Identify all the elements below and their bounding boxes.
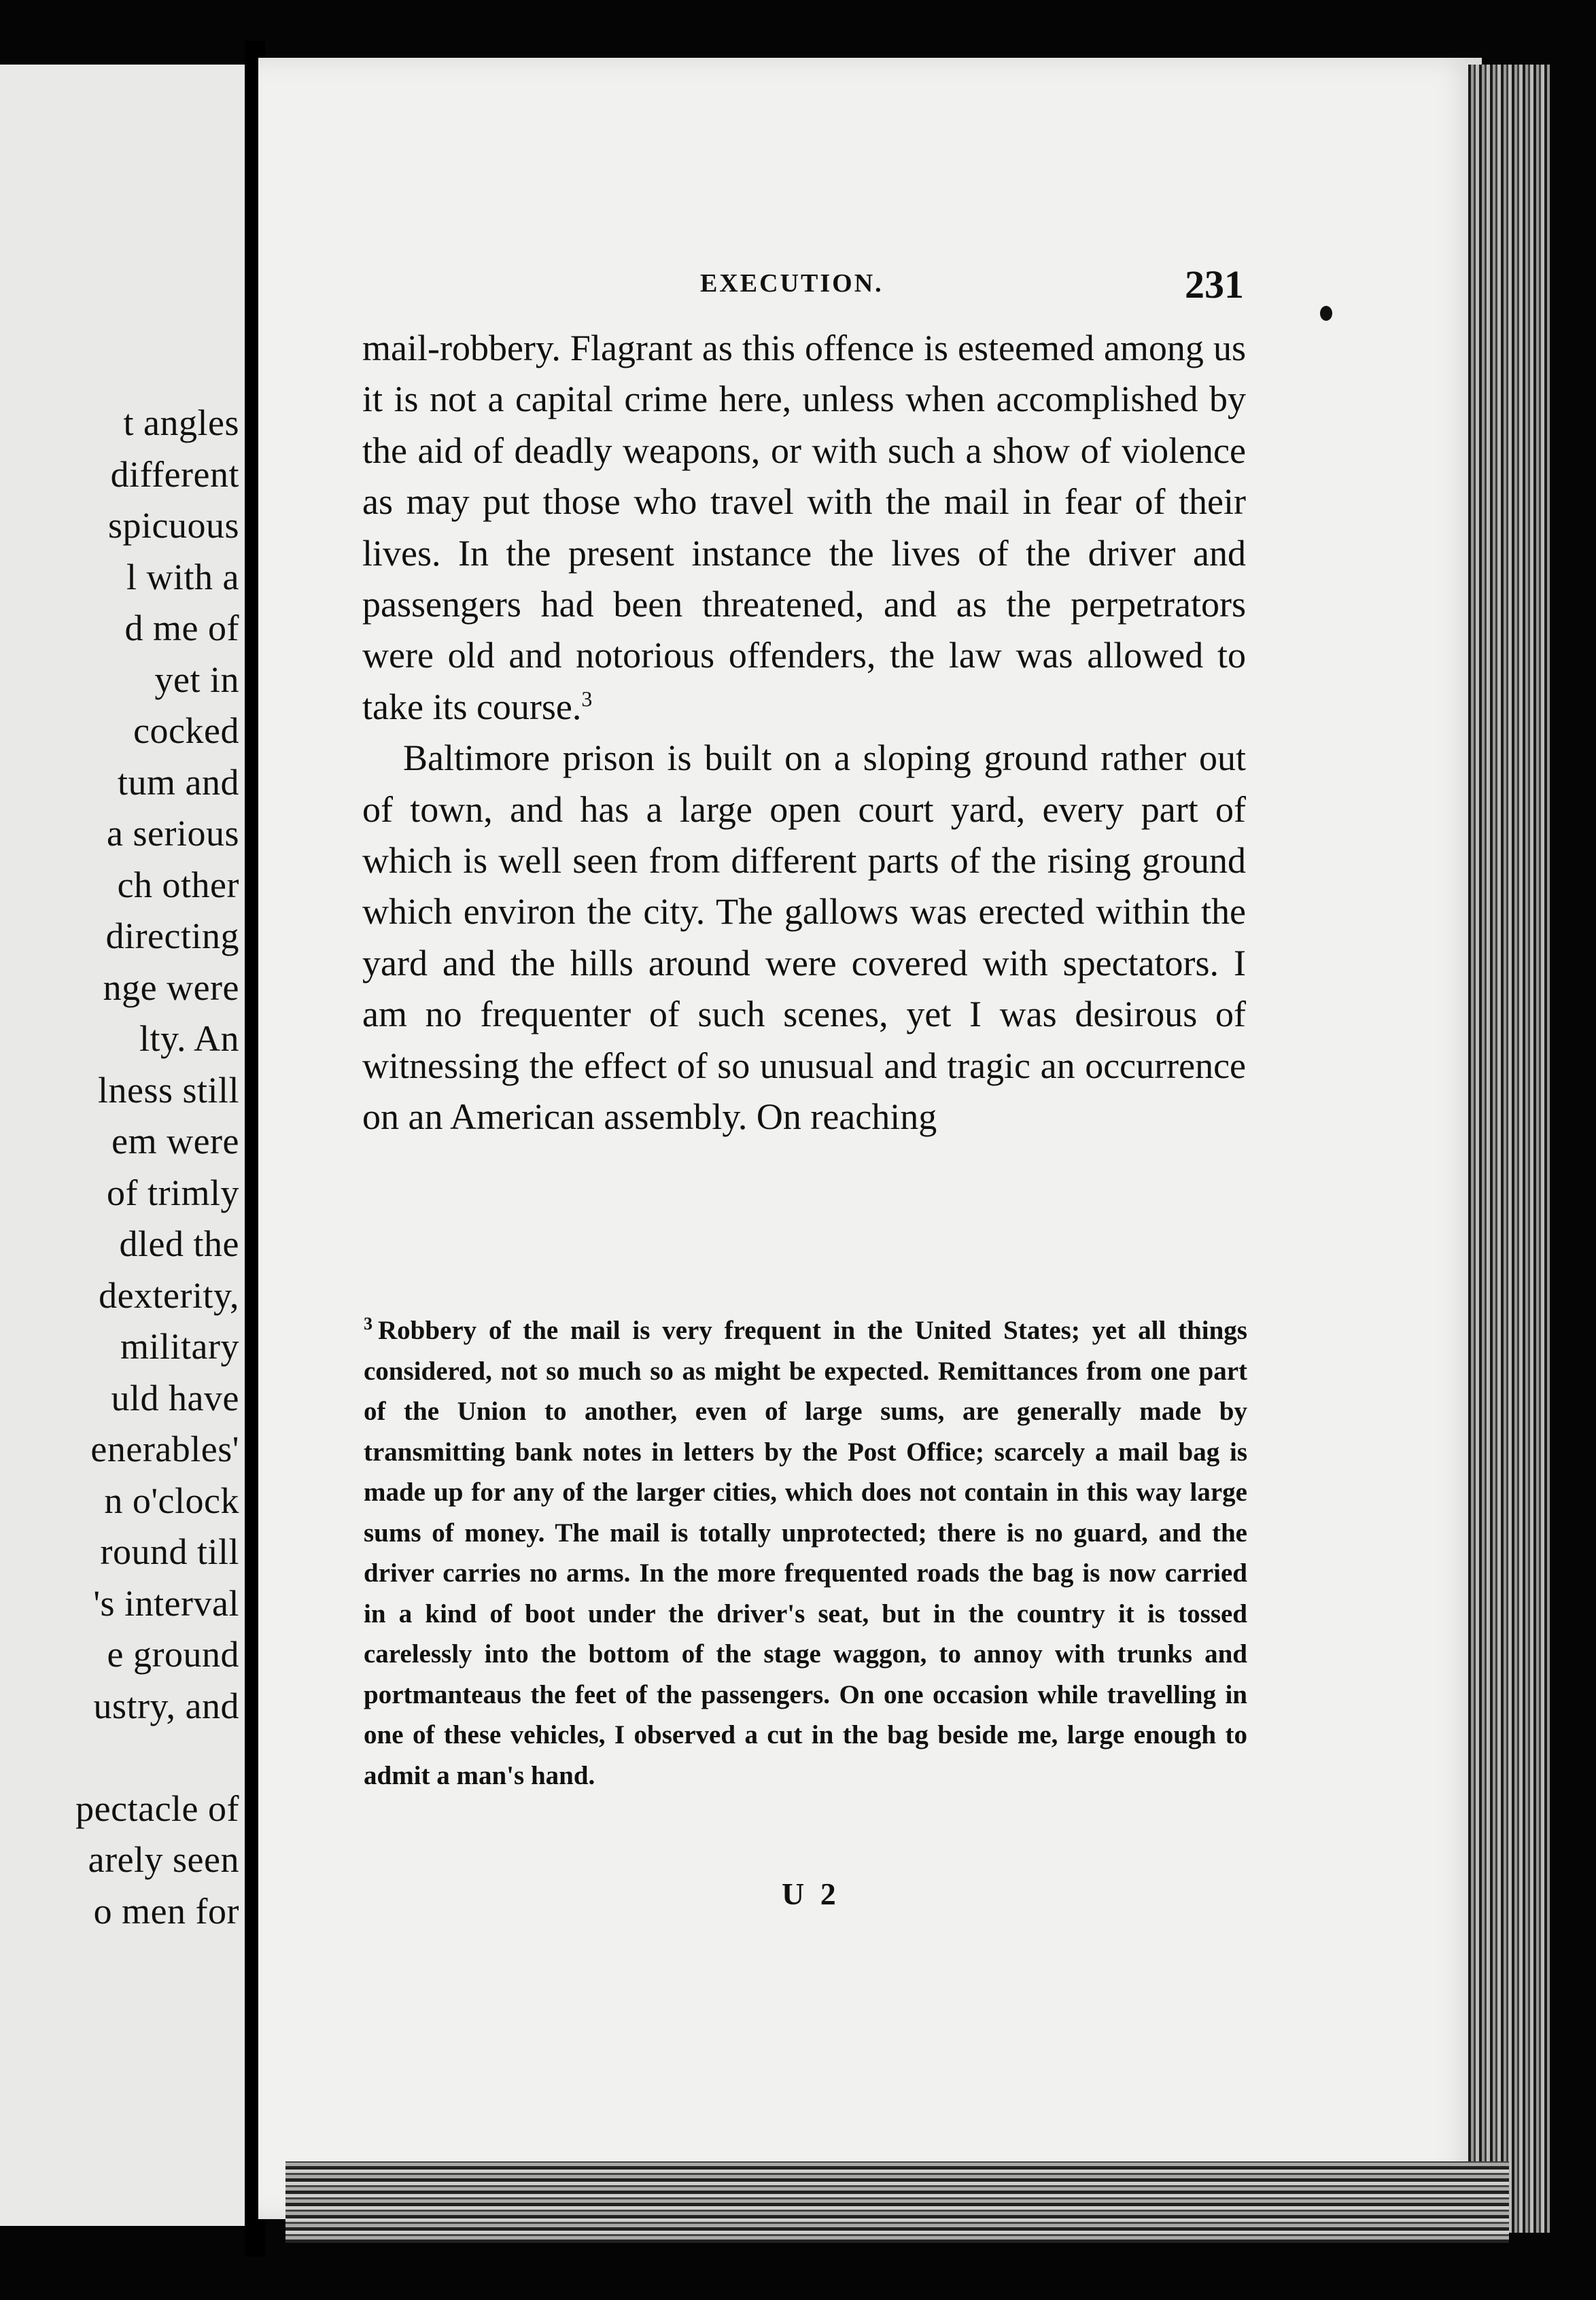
left-page-line: ustry, and <box>93 1685 239 1726</box>
left-page-line: ch other <box>117 864 239 905</box>
left-page-line: t angles <box>123 402 239 443</box>
footnote-reference: 3 <box>581 686 593 711</box>
running-head: EXECUTION. <box>700 269 884 298</box>
page-edges <box>1468 65 1550 2233</box>
left-page-line: em were <box>111 1121 239 1162</box>
left-page-line: directing <box>105 916 239 956</box>
left-page-line: dled the <box>119 1223 239 1264</box>
left-page-line: military <box>120 1326 239 1367</box>
left-page-line: yet in <box>154 659 239 700</box>
left-page-line: round till <box>100 1531 239 1572</box>
signature-mark: U 2 <box>782 1877 840 1911</box>
left-page-line: spicuous <box>108 505 239 546</box>
left-page <box>0 65 249 2226</box>
left-page-line: n o'clock <box>104 1480 239 1521</box>
paragraph: Baltimore prison is built on a sloping ground rather out of town, and has a large open court yard, every part of which is well seen from different parts of the rising ground which environ the city. The gallows was erected within the yard and the hills around were covered with spectators. I am no frequenter of such scenes, yet I was desirous of witnessing the effect of so unusual and tragic an occurrence on an American assembly. On reaching <box>362 737 1246 1138</box>
left-page-line: cocked <box>133 710 239 751</box>
body-text <box>362 323 1246 1143</box>
footnote-text <box>364 1304 1247 1796</box>
footnote-body: Robbery of the mail is very frequent in the United States; yet all things considered, not so much so as might be expected. Remittances from one part of the Union to another, even of large sums, are generally made by transmitting bank notes in letters by the Post Office; scarcely a mail bag is made up for any of the larger cities, which does not contain in this way large sums of money. The mail is totally unprotected; there is no guard, and the driver carries no arms. In the more frequented roads the bag is now carried in a kind of boot under the driver's seat, but in the country it is tossed carelessly into the bottom of the stage waggon, to annoy with trunks and portmanteaus the feet of the passengers. On one occasion while travelling in one of these vehicles, I observed a cut in the bag beside me, large enough to admit a man's hand. <box>364 1316 1247 1790</box>
bottom-page-edges <box>285 2161 1509 2243</box>
paragraph <box>362 323 1246 733</box>
left-page-line: uld have <box>111 1377 239 1418</box>
paragraph-text: mail-robbery. Flagrant as this offence is esteemed among us it is not a capital crime here, unless when accomplished by the aid of deadly weapons, or with such a show of violence as may put those who travel with the mail in fear of their lives. In the present instance the lives of the driver and passengers had been threatened, and as the perpetrators were old and notorious offenders, the law was allowed to take its course. <box>362 328 1246 727</box>
left-page-line: lty. An <box>139 1018 239 1059</box>
left-page-line: 's interval <box>93 1582 239 1624</box>
left-page-line: of trimly <box>107 1172 239 1213</box>
left-page-line <box>0 1732 239 1783</box>
left-page-line: a serious <box>107 813 239 854</box>
left-page-text <box>0 398 239 1937</box>
footnote-mark: 3 <box>364 1314 372 1334</box>
left-page-line: arely seen <box>88 1839 239 1880</box>
left-page-line: tum and <box>118 761 239 803</box>
left-page-line: d me of <box>124 608 239 648</box>
left-page-line: enerables' <box>90 1429 239 1469</box>
ink-spot <box>1320 306 1332 321</box>
left-page-line: different <box>110 453 239 495</box>
left-page-line: nge were <box>103 966 239 1008</box>
left-page-line: l with a <box>126 556 239 597</box>
left-page-line: pectacle of <box>75 1788 239 1829</box>
left-page-line: o men for <box>93 1890 239 1932</box>
left-page-line: dexterity, <box>99 1274 239 1316</box>
page-number: 231 <box>1185 262 1244 307</box>
page-header <box>700 262 1244 309</box>
left-page-line: lness still <box>97 1069 239 1111</box>
footnote <box>364 1304 1247 1796</box>
left-page-line: e ground <box>107 1634 239 1675</box>
